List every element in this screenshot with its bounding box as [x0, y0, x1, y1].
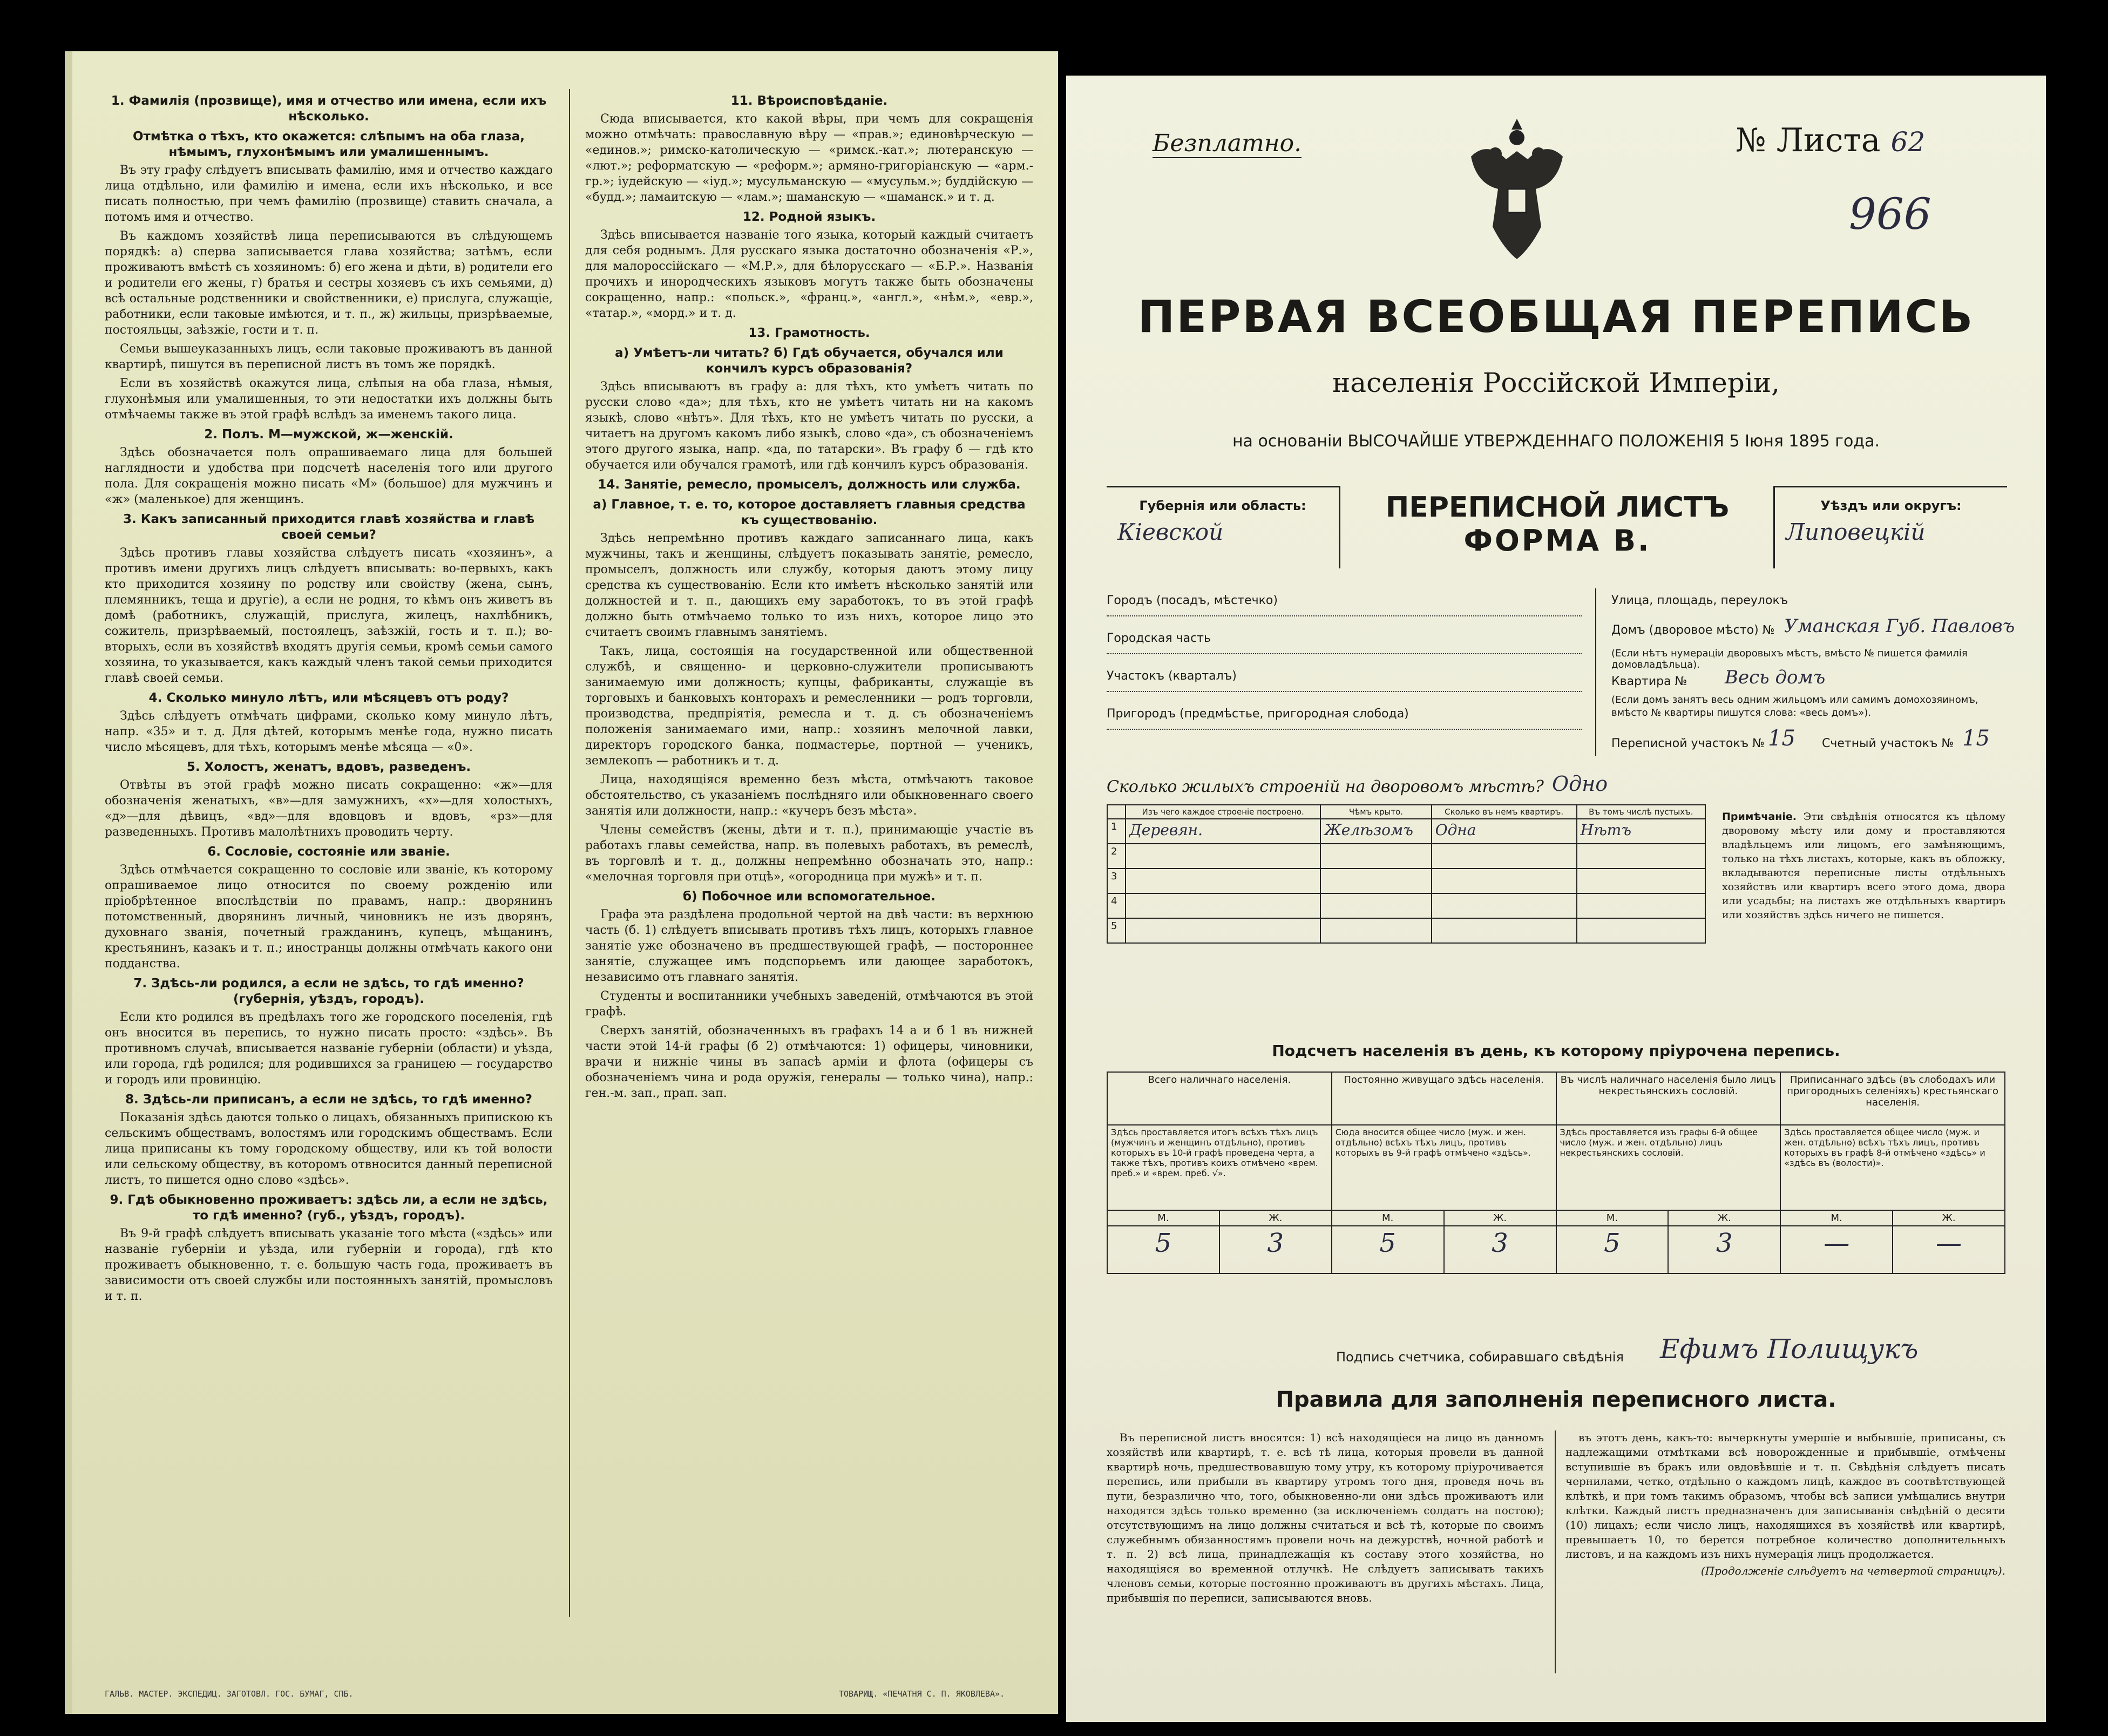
- instruction-heading: 11. Вѣроисповѣданіе.: [730, 94, 888, 108]
- chast-line: [1107, 653, 1582, 654]
- buildings-cell: 5: [1107, 918, 1126, 943]
- census-form-page: [1066, 76, 2046, 1722]
- uchastok-label: Участокъ (кварталъ): [1107, 669, 1237, 683]
- count-value-cell: 5: [1332, 1226, 1444, 1273]
- count-sex-label: М.: [1107, 1210, 1219, 1226]
- instruction-heading: 7. Здѣсь-ли родился, а если не здѣсь, то гдѣ именно? (губернія, уѣздъ, городъ).: [133, 977, 524, 1006]
- instruction-paragraph: Здѣсь отмѣчается сокращенно то сословіе или званіе, къ которому опрашиваемое лицо относится по своему рожденію или пріобрѣтенное впослѣдствіи по правамъ, напр.: дворянинъ потомственный, дворянинъ личный, чиновникъ не изъ дворянъ, духовнаго званія, почетный гражданинъ, купецъ, мѣщанинъ, крестьянинъ, казакъ и т. п.; иностранцы должны отмѣчать какого они подданства.: [105, 863, 553, 971]
- count-header-cell: Постоянно живущаго здѣсь населенія.: [1332, 1072, 1556, 1125]
- archive-number: 966: [1849, 189, 1931, 239]
- instruction-heading: а) Умѣетъ-ли читать? б) Гдѣ обучается, обучался или кончилъ курсъ образованія?: [615, 346, 1004, 376]
- buildings-cell: [1432, 918, 1577, 943]
- instruction-paragraph: Показанія здѣсь даются только о лицахъ, обязанныхъ припискою къ сельскимъ обществамъ, волостямъ или городскимъ обществамъ. Если лица приписаны къ тому городскому обществу, или къ той волости или сельскому обществу, въ которомъ отвносится данный переписной листъ, то пишется одно слово «здѣсь».: [105, 1111, 553, 1187]
- count-description-cell: Здѣсь проставляется изъ графы 6-й общее число (муж. и жен. отдѣльно) лицъ некрестьянскихъ сословій.: [1556, 1125, 1781, 1210]
- note-text: Эти свѣдѣнія относятся къ цѣлому дворовому мѣсту или дому и проставляются владѣльцемъ или лицомъ, его замѣняющимъ, только на тѣхъ листахъ, которые, какъ въ обложку, вкладываются переписные листы отдѣльныхъ хозяйствъ или квартиръ всего этого дома, двора или усадьбы; на листахъ же отдѣльныхъ квартиръ или хозяйствъ здѣсь ничего не пишется.: [1722, 811, 2005, 921]
- rules-column-right: въ этотъ день, какъ-то: вычеркнуты умершіе и выбывшіе, приписаны, съ надлежащими отмѣтками всѣ новорожденные и прибывшіе, отмѣчены вступившіе въ бракъ или овдовѣвшіе и т. п. Свѣдѣнія слѣдуетъ писать чернилами, четко, отдѣльно о каждомъ лицѣ, каждое въ соотвѣтствующей клѣткѣ, и при томъ такимъ образомъ, чтобы всѣ записи умѣщались внутри клѣтки. Каждый листъ предназначенъ для записыванія свѣдѣній о десяти (10) лицахъ; если число лицъ, находящихся въ хозяйствѣ или квартирѣ, превышаетъ 10, то берется потребное количество дополнительныхъ листовъ, и на каждомъ изъ нихъ нумерація лицъ продолжается. (Продолженіе слѣдуетъ на четвертой страницѣ).: [1565, 1431, 2005, 1577]
- gorod-line: [1107, 615, 1582, 616]
- rules-title: Правила для заполненія переписного листа.: [1276, 1387, 1836, 1412]
- dom-label: Домъ (дворовое мѣсто) №: [1611, 623, 1775, 637]
- gorod-label: Городъ (посадъ, мѣстечко): [1107, 594, 1278, 607]
- buildings-cell: [1432, 893, 1577, 918]
- instruction-paragraph: Здѣсь непремѣнно противъ каждаго записаннаго лица, какъ мужчины, такъ и женщины, слѣдуетъ показывать занятіе, ремесло, промыселъ, должность или службу, которыя даютъ этому лицу средства къ существованію. Если кто имѣетъ нѣсколько занятій или должностей и т. п., дающихъ ему заработокъ, то въ этой графѣ должно быть отмѣчаемо только то изъ нихъ, которое лицо это считаетъ своимъ главнымъ занятіемъ.: [585, 532, 1033, 639]
- buildings-row: [1107, 844, 1705, 869]
- count-sex-label: Ж.: [1893, 1210, 2005, 1226]
- prigorod-line: [1107, 729, 1582, 730]
- free-label: Безплатно.: [1153, 130, 1302, 157]
- census-subtitle: населенія Россійской Имперіи,: [1332, 367, 1780, 398]
- buildings-cell: [1320, 893, 1431, 918]
- buildings-cell: Деревян.: [1126, 819, 1320, 844]
- schet-value: 15: [1962, 726, 1990, 751]
- gubernia-label: Губернія или область:: [1139, 498, 1306, 513]
- census-basis: на основаніи ВЫСОЧАЙШЕ УТВЕРЖДЕННАГО ПОЛОЖЕНІЯ 5 Іюня 1895 года.: [1232, 432, 1880, 451]
- buildings-cell: [1432, 844, 1577, 869]
- buildings-cell: Желѣзомъ: [1320, 819, 1431, 844]
- buildings-cell: Нѣтъ: [1577, 819, 1705, 844]
- gubernia-value: Кіевской: [1117, 519, 1224, 545]
- kv-label: Квартира №: [1611, 675, 1687, 688]
- schet-label: Счетный участокъ №: [1822, 737, 1954, 750]
- uchastok-line: [1107, 691, 1582, 692]
- instruction-paragraph: Семьи вышеуказанныхъ лицъ, если таковые проживаютъ въ данной квартирѣ, пишутся въ переписной листъ въ томъ же порядкѣ.: [105, 342, 553, 371]
- buildings-table: [1107, 804, 1706, 944]
- signature-label: Подпись счетчика, собиравшаго свѣдѣнія: [1336, 1350, 1624, 1365]
- buildings-cell: 3: [1107, 869, 1126, 893]
- double-headed-eagle-icon: [1455, 108, 1579, 270]
- uezd-value: Липовецкій: [1786, 519, 1926, 545]
- buildings-row: [1107, 893, 1705, 918]
- count-value-cell: —: [1780, 1226, 1893, 1273]
- form-title: ФОРМА В.: [1463, 524, 1651, 558]
- count-value-cell: —: [1893, 1226, 2005, 1273]
- sheet-heading: [1368, 491, 1746, 558]
- instruction-paragraph: Въ 9-й графѣ слѣдуетъ вписывать указаніе того мѣста («здѣсь» или названіе губерніи и уѣзда, или губерніи и города), гдѣ кто проживаетъ обыкновенно, т. е. большую часть года, проживаетъ въ зависимости отъ своей службы или постоянныхъ занятій, промысловъ и т. п.: [105, 1227, 553, 1303]
- instruction-heading: 1. Фамилія (прозвище), имя и отчество или имена, если ихъ нѣсколько.: [111, 94, 547, 124]
- count-value-cell: 5: [1107, 1226, 1219, 1273]
- instruction-heading: 14. Занятіе, ремесло, промыселъ, должность или служба.: [598, 478, 1021, 492]
- sheet-title: ПЕРЕПИСНОЙ ЛИСТЪ: [1385, 491, 1730, 524]
- buildings-cell: 2: [1107, 844, 1126, 869]
- instruction-paragraph: Члены семействъ (жены, дѣти и т. п.), принимающіе участіе въ работахъ главы семейства, напр. въ полевыхъ работахъ, въ ремеслѣ, въ торговлѣ и т. д., должны непремѣнно обозначать это, напр.: «мелочная торговля при отцѣ», «огородница при мужѣ» и т. п.: [585, 823, 1033, 884]
- count-value-cell: 3: [1444, 1226, 1556, 1273]
- chast-label: Городская часть: [1107, 632, 1211, 645]
- instruction-paragraph: Отвѣты въ этой графѣ можно писать сокращенно: «ж»—для обозначенія женатыхъ, «в»—для замужнихъ, «х»—для холостыхъ, «д»—для дѣвицъ, «вд»—для вдовцовъ и вдовъ, «рз»—для разведенныхъ. Противъ малолѣтнихъ проводить черту.: [105, 778, 553, 839]
- printer-imprint-left: ГАЛЬВ. МАСТЕР. ЭКСПЕДИЦ. ЗАГОТОВЛ. ГОС. БУМАГ, СПБ.: [105, 1689, 354, 1699]
- left-page-instructions: [65, 51, 1058, 1714]
- printer-imprint-right: ТОВАРИЩ. «ПЕЧАТНЯ С. П. ЯКОВЛЕВА».: [839, 1689, 1005, 1699]
- sheet-number-value: 62: [1890, 126, 1926, 158]
- count-description-cell: Здѣсь проставляется общее число (муж. и жен. отдѣльно) всѣхъ тѣхъ лицъ, противъ которыхъ въ графѣ 8-й отмѣчено «здѣсь» и «здѣсь въ (волости)».: [1780, 1125, 2005, 1210]
- rules-column-left: Въ переписной листъ вносятся: 1) всѣ находящіеся на лицо въ данномъ хозяйствѣ или квартирѣ, т. е. всѣ тѣ лица, которыя провели въ данной квартирѣ ночь, предшествовавшую тому утру, къ которому пріурочивается перепись, или прибыли въ квартиру утромъ того дня, проведя ночь въ пути, безразлично что, того, обыкновенно-ли они здѣсь проживаютъ или находятся здѣсь только временно (за исключеніемъ солдатъ на постою); отсутствующимъ на лицо должны считаться и всѣ тѣ, которые по своимъ служебнымъ обязанностямъ провели ночь на дежурствѣ, ночной работѣ и т. п. 2) всѣ лица, принадлежащія къ составу этого хозяйства, но находящіяся во временной отлучкѣ. Не слѣдуетъ записывать такихъ членовъ семьи, которые постоянно проживаютъ въ другихъ мѣстахъ. Лица, прибывшія по переписи, записываются вновь.: [1107, 1431, 1544, 1604]
- buildings-row: [1107, 869, 1705, 893]
- instruction-heading: а) Главное, т. е. то, которое доставляетъ главныя средства къ существованію.: [593, 498, 1026, 527]
- instruction-heading: Отмѣтка о тѣхъ, кто окажется: слѣпымъ на оба глаза, нѣмымъ, глухонѣмымъ или умалишеннымъ.: [132, 130, 525, 159]
- instructions-column-1: [105, 89, 553, 1307]
- buildings-header-cell: Изъ чего каждое строеніе построено.: [1126, 805, 1320, 819]
- uch-label: Переписной участокъ №: [1611, 737, 1765, 750]
- population-count-table: [1107, 1072, 2005, 1274]
- instruction-paragraph: Если кто родился въ предѣлахъ того же городского поселенія, гдѣ онъ вносится въ перепись, то нужно писать просто: «здѣсь». Въ противномъ случаѣ, вписывается названіе губерніи (области) и уѣзда, или города, гдѣ родился; для родившихся за границею — государство и городъ или провинцію.: [105, 1011, 553, 1087]
- buildings-cell: [1577, 893, 1705, 918]
- buildings-cell: [1320, 869, 1431, 893]
- instruction-heading: 13. Грамотность.: [748, 326, 870, 340]
- instruction-paragraph: Здѣсь вписываютъ въ графу а: для тѣхъ, кто умѣетъ читать по русски слово «да»; для тѣхъ, кто не умѣетъ читать ни на какомъ языкѣ, слово «нѣтъ». Для тѣхъ, кто не умѣетъ читать по русски, а читаетъ на другомъ какомъ либо языкѣ, слово «да», съ обозначеніемъ этого другого языка, напр. «да, по татарски». Въ графу б — гдѣ кто обучается или обучался грамотѣ, или гдѣ кончилъ курсъ образованія.: [585, 380, 1033, 472]
- gubernia-box: [1107, 486, 1340, 568]
- census-title: ПЕРВАЯ ВСЕОБЩАЯ ПЕРЕПИСЬ: [1137, 291, 1975, 343]
- uezd-label: Уѣздъ или округъ:: [1820, 498, 1962, 513]
- dom-value: Уманская Губ. Павловъ: [1784, 615, 2015, 637]
- count-sex-label: М.: [1556, 1210, 1669, 1226]
- buildings-note: [1722, 810, 2005, 922]
- instruction-paragraph: Графа эта раздѣлена продольной чертой на двѣ части: въ верхнюю часть (б. 1) слѣдуетъ вписывать противъ тѣхъ лицъ, которыхъ главное занятіе уже обозначено въ предшествующей графѣ, — постороннее занятіе, служащее имъ подспорьемъ или дающее заработокъ, независимо отъ главнаго занятія.: [585, 908, 1033, 984]
- count-description-cell: Здѣсь проставляется итогъ всѣхъ тѣхъ лицъ (мужчинъ и женщинъ отдѣльно), противъ которыхъ въ 10-й графѣ проведена черта, а также тѣхъ, противъ коихъ отмѣчено «врем. преб.» и «врем. преб. √».: [1107, 1125, 1332, 1210]
- stroenii-label: Сколько жилыхъ строеній на дворовомъ мѣстѣ?: [1107, 777, 1544, 796]
- buildings-cell: 1: [1107, 819, 1126, 844]
- note-title: Примѣчаніе.: [1722, 811, 1797, 823]
- instruction-paragraph: Въ эту графу слѣдуетъ вписывать фамилію, имя и отчество каждаго лица отдѣльно, или фамилію и имена, если ихъ нѣсколько, и все писать полностью, при чемъ фамилію (прозвище) ставить сначала, а потомъ имя и отчество.: [105, 164, 553, 224]
- kv-note: (Если домъ занятъ весь одним жильцомъ или самимъ домохозяиномъ, вмѣсто № квартиры пишутся слова: «весь домъ»).: [1611, 694, 1978, 718]
- instruction-paragraph: Сюда вписывается, кто какой вѣры, при чемъ для сокращенія можно отмѣчать: православную вѣру — «прав.»; единовѣрческую — «единов.»; римско-католическую — «римск.-кат.»; лютеранскую — «лют.»; реформатскую — «реформ.»; армяно-григоріанскую — «арм.-гр.»; іудейскую — «іуд.»; мусульманскую — «мусульм.»; буддійскую — «будд.»; ламаитскую — «лам.»; шаманскую — «шаманск.» и т. д.: [585, 112, 1033, 204]
- count-title: Подсчетъ населенія въ день, къ которому пріурочена перепись.: [1272, 1042, 1840, 1060]
- instruction-heading: 4. Сколько минуло лѣтъ, или мѣсяцевъ отъ роду?: [148, 691, 509, 705]
- buildings-row: [1107, 918, 1705, 943]
- sheet-number: № Листа 62: [1736, 121, 1926, 159]
- instruction-paragraph: Здѣсь противъ главы хозяйства слѣдуетъ писать «хозяинъ», а противъ имени другихъ лицъ слѣдуетъ вписывать: во-первыхъ, какъ кто приходится хозяину по родству или свойству (жена, сынъ, племянникъ, теща и другіе), а если не родня, то кѣмъ онъ живетъ въ домѣ (работникъ, служащій, прислуга, жилецъ, нахлѣбникъ, сожитель, призрѣваемый, постоялецъ, заѣзжій, гость и т. п.); во-вторыхъ, если въ хозяйствѣ входятъ другія семьи, кромѣ семьи самого хозяина, то указывается, какъ каждый членъ такой семьи приходится главѣ своей семьи.: [105, 546, 553, 685]
- instructions-column-2: [585, 89, 1033, 1104]
- buildings-cell: [1126, 869, 1320, 893]
- buildings-cell: [1126, 844, 1320, 869]
- instruction-paragraph: Если въ хозяйствѣ окажутся лица, слѣпыя на оба глаза, нѣмыя, глухонѣмыя или умалишенныя, то эти недостатки ихъ должны быть отмѣчаемы также въ этой графѣ вслѣдъ за именемъ такого лица.: [105, 377, 553, 422]
- instruction-heading: б) Побочное или вспомогательное.: [682, 890, 936, 904]
- instruction-paragraph: Сверхъ занятій, обозначенныхъ въ графахъ 14 а и б 1 въ нижней части этой 14-й графы (б 2) отмѣчаются: 1) офицеры, чиновники, врачи и нижніе чины въ запасѣ арміи и флота (офицеры съ обозначеніемъ чина и рода оружія, генералы — только чина), напр.: ген.-м. зап., прап. зап.: [585, 1024, 1033, 1100]
- buildings-row: [1107, 819, 1705, 844]
- count-value-cell: 5: [1556, 1226, 1669, 1273]
- buildings-cell: [1432, 869, 1577, 893]
- instruction-paragraph: Здѣсь обозначается полъ опрашиваемаго лица для большей наглядности и удобства при подсчетѣ населенія того или другого пола. Для сокращенія можно писать «М» (большое) для мужчинъ и «ж» (маленькое) для женщинъ.: [105, 446, 553, 506]
- instruction-heading: 8. Здѣсь-ли приписанъ, а если не здѣсь, то гдѣ именно?: [125, 1093, 532, 1107]
- count-sex-label: Ж.: [1219, 1210, 1332, 1226]
- instruction-heading: 6. Сословіе, состояніе или званіе.: [207, 845, 450, 859]
- count-sex-label: М.: [1332, 1210, 1444, 1226]
- buildings-cell: [1577, 869, 1705, 893]
- buildings-cell: [1320, 844, 1431, 869]
- instruction-paragraph: Такъ, лица, состоящія на государственной или общественной службѣ, и священно- и церковно-служители прописываютъ занимаемую ими должность; купцы, фабриканты, служащіе въ торговыхъ и банковыхъ конторахъ и ремесленники — родъ торговли, производства, предпріятія, ремесла и т. д. съ обозначеніемъ положенія занимаемаго ими, напр.: хозяинъ мелочной лавки, директоръ городского банка, подмастерье, портной — ученикъ, землекопъ — работникъ и т. д.: [585, 645, 1033, 768]
- ulica-label: Улица, площадь, переулокъ: [1611, 594, 1788, 607]
- instruction-paragraph: Лица, находящіяся временно безъ мѣста, отмѣчаютъ таковое обстоятельство, съ указаніемъ послѣдняго или обыкновеннаго своего занятія или должности, напр.: «кучеръ безъ мѣста».: [585, 773, 1033, 818]
- count-header-cell: Въ числѣ наличнаго населенія было лицъ некрестьянскихъ сословій.: [1556, 1072, 1781, 1125]
- buildings-header-cell: Сколько въ немъ квартиръ.: [1432, 805, 1577, 819]
- count-description-cell: Сюда вносится общее число (муж. и жен. отдѣльно) всѣхъ тѣхъ лицъ, противъ которыхъ въ 9-й графѣ отмѣчено «здѣсь».: [1332, 1125, 1556, 1210]
- buildings-header-cell: Въ томъ числѣ пустыхъ.: [1577, 805, 1705, 819]
- signature-value: Ефимъ Полищукъ: [1660, 1333, 1919, 1365]
- dom-note: (Если нѣтъ нумераціи дворовыхъ мѣстъ, вмѣсто № пишется фамилія домовладѣльца).: [1611, 648, 1968, 670]
- buildings-header-cell: Чѣмъ крыто.: [1320, 805, 1431, 819]
- count-sex-label: М.: [1780, 1210, 1893, 1226]
- buildings-cell: [1577, 844, 1705, 869]
- count-header-cell: Приписаннаго здѣсь (въ слободахъ или пригородныхъ селеніяхъ) крестьянскаго населенія.: [1780, 1072, 2005, 1125]
- count-value-cell: 3: [1668, 1226, 1780, 1273]
- instruction-heading: 9. Гдѣ обыкновенно проживаетъ: здѣсь ли, а если не здѣсь, то гдѣ именно? (губ., уѣздъ, городъ).: [110, 1193, 548, 1223]
- buildings-cell: 4: [1107, 893, 1126, 918]
- instruction-paragraph: Здѣсь вписывается названіе того языка, который каждый считаетъ для себя роднымъ. Для русскаго языка достаточно обозначенія «Р.», для малороссійскаго — «М.Р.», для бѣлорусскаго — «Б.Р.». Названія прочихъ и инородческихъ языковъ могутъ также быть обозначены сокращенно, напр.: «польск.», «франц.», «англ.», «нѣм.», «евр.», «татар.», «морд.» и т. д.: [585, 228, 1033, 320]
- instruction-heading: 5. Холостъ, женатъ, вдовъ, разведенъ.: [186, 760, 471, 774]
- uezd-box: [1773, 486, 2007, 568]
- rules-divider: [1555, 1430, 1556, 1673]
- instruction-paragraph: Въ каждомъ хозяйствѣ лица переписываются въ слѣдующемъ порядкѣ: а) сперва записывается глава хозяйства; затѣмъ, если проживаютъ вмѣстѣ съ хозяиномъ: б) его жена и дѣти, в) родители его и родители его жены, г) братья и сестры хозяевъ съ ихъ семьями, д) всѣ остальные родственники и свойственники, е) прислуга, служащіе, работники, если таковые имѣются, и т. п., ж) жильцы, призрѣваемые, постояльцы, заѣзжіе, гости и т. п.: [105, 229, 553, 337]
- address-divider: [1595, 588, 1596, 756]
- uch-value: 15: [1768, 726, 1795, 751]
- rules-continue: (Продолженіе слѣдуетъ на четвертой страницѣ).: [1700, 1564, 2005, 1577]
- buildings-cell: [1126, 918, 1320, 943]
- buildings-cell: [1126, 893, 1320, 918]
- instruction-paragraph: Студенты и воспитанники учебныхъ заведеній, отмѣчаются въ этой графѣ.: [585, 989, 1033, 1019]
- instruction-heading: 3. Какъ записанный приходится главѣ хозяйства и главѣ своей семьи?: [123, 512, 535, 542]
- count-value-cell: 3: [1219, 1226, 1332, 1273]
- instruction-heading: 2. Полъ. М—мужской, ж—женскій.: [204, 428, 453, 442]
- count-sex-label: Ж.: [1668, 1210, 1780, 1226]
- buildings-cell: Одна: [1432, 819, 1577, 844]
- column-divider: [569, 89, 570, 1617]
- instruction-heading: 12. Родной языкъ.: [742, 210, 876, 224]
- buildings-cell: [1577, 918, 1705, 943]
- buildings-cell: [1320, 918, 1431, 943]
- count-sex-label: Ж.: [1444, 1210, 1556, 1226]
- instruction-paragraph: Здѣсь слѣдуетъ отмѣчать цифрами, сколько кому минуло лѣтъ, напр. «35» и т. д. Для дѣтей, которымъ менѣе года, нужно писать число мѣсяцевъ, для тѣхъ, которымъ менѣе мѣсяца — «0».: [105, 709, 553, 754]
- prigorod-label: Пригородъ (предмѣстье, пригородная слобода): [1107, 707, 1409, 721]
- count-header-cell: Всего наличнаго населенія.: [1107, 1072, 1332, 1125]
- kv-value: Весь домъ: [1725, 667, 1826, 688]
- stroenii-value: Одно: [1552, 772, 1608, 796]
